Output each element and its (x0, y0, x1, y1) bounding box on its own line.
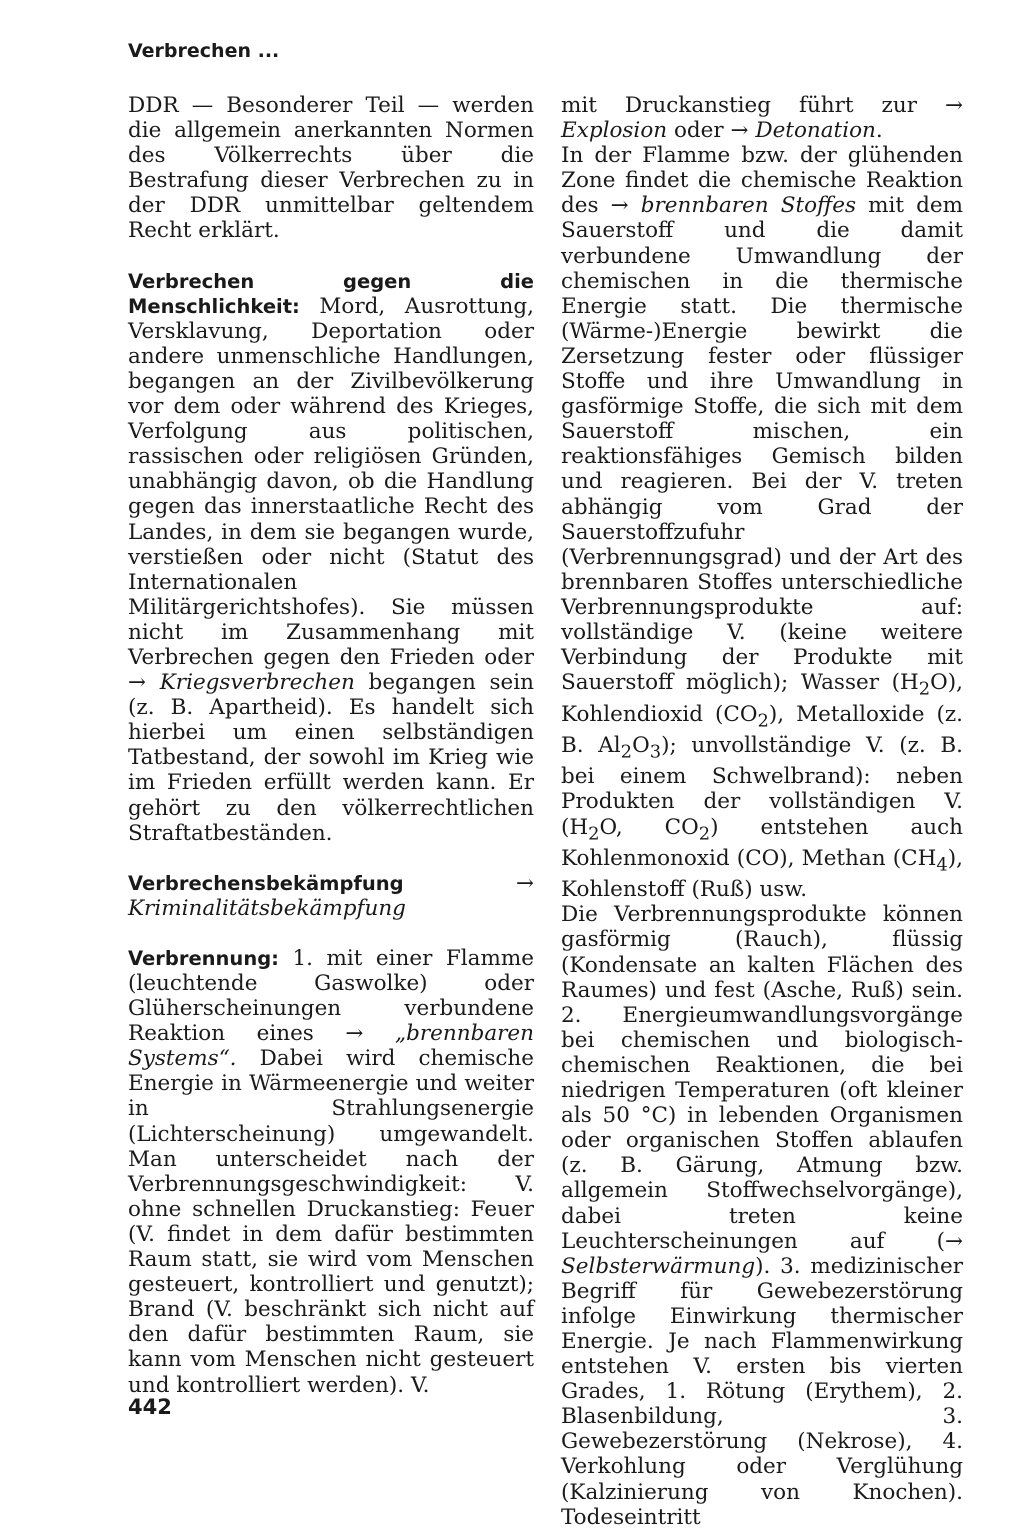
subscript: 2 (757, 709, 769, 731)
subscript: 3 (649, 741, 662, 763)
entry-bekaempfung (128, 871, 534, 921)
running-head: Verbrechen ... (128, 40, 280, 62)
paragraph-produkte: Die Verbrennungsprodukte können gasförmig (Rauch), flüssig (Kondensate an kalten Flächen des Raumes) und fest (Asche, Ruß) sein. 2. Energieumwandlungsvorgänge bei chemischen und biologisch-chemischen Reaktionen, die bei niedrigen Temperaturen (oft kleiner als 50 °C) in lebenden Organismen oder organischen Stoffen ablaufen (z. B. Gärung, Atmung bzw. allgemein Stoffwechselvorgänge), dabei treten keine Leuchterscheinungen auf (→ Selbsterwärmung). 3. medizinischer Begriff für Gewebezerstörung infolge Einwirkung thermischer Energie. Je nach Flammenwirkung entstehen V. ersten bis vierten Grades, 1. Rötung (Erythem), 2. Blasenbildung, 3. Gewebezerstörung (Nekrose), 4. Verkohlung oder Verglühung (Kalzinierung von Knochen). Todeseintritt (561, 902, 963, 1530)
subscript: 4 (936, 854, 948, 876)
entry-text: → (403, 870, 534, 896)
entry-text: Mord, Ausrottung, Versklavung, Deportation oder andere unmenschliche Handlungen, begangen an der Zivilbevölkerung vor dem oder während des Krieges, Verfolgung aus politischen, rassischen oder religiösen Gründen, unabhängig davon, ob die Handlung gegen das innerstaatliche Recht des Landes, in dem sie begangen wurde, verstießen oder nicht (Statut des Internationalen Militärgerichtshofes). Sie müssen nicht im Zusammenhang mit Verbrechen gegen den Frieden oder → (128, 293, 534, 696)
subscript: 2 (918, 678, 931, 700)
entry-heading: Verbrechen gegen die Menschlichkeit: (128, 269, 534, 318)
subscript: 2 (698, 822, 711, 844)
page-number: 442 (128, 1395, 172, 1419)
entry-menschlichkeit (128, 269, 534, 846)
entry-verbrennung (128, 946, 534, 1398)
subscript: 2 (588, 822, 600, 844)
entry-heading: Verbrechensbekämpfung (128, 871, 404, 895)
cross-reference: Kriegsverbrechen (159, 670, 355, 696)
paragraph-druckanstieg: mit Druckanstieg führt zur → Explosion oder → Detonation. (561, 93, 963, 144)
entry-text: 1. mit einer Flamme (leuchtende Gaswolke) oder Glüherscheinungen verbundene Reaktion eines → (128, 945, 534, 1047)
cross-reference: Detonation (755, 118, 876, 144)
entry-text: Dabei wird chemische Energie in Wärmeenergie und weiter in Strahlungsenergie (Lichterscheinung) umgewandelt. Man unterscheidet nach der Verbrennungsgeschwindigkeit: V. ohne schnellen Druckanstieg: Feuer (V. findet in dem dafür bestimmten Raum statt, sie wird vom Menschen gesteuert, kontrolliert und genutzt); Brand (V. beschränkt sich nicht auf den dafür bestimmten Raum, sie kann vom Menschen nicht gesteuert und kontrolliert werden). V. (128, 1046, 534, 1398)
cross-reference: „brennbaren Systems“. (128, 1021, 534, 1072)
subscript: 2 (620, 741, 633, 763)
cross-reference: brennbaren Stoffes (640, 193, 857, 219)
cross-reference: Selbsterwärmung (561, 1253, 756, 1279)
right-column (561, 93, 963, 1530)
paragraph-flamme: In der Flamme bzw. der glühenden Zone findet die chemische Reaktion des → brennbaren Stoffes mit dem Sauerstoff und die damit verbundene Umwandlung der chemischen in die thermische Energie statt. Die thermische (Wärme-)Energie bewirkt die Zersetzung fester oder flüssiger Stoffe und ihre Umwandlung in gasförmige Stoffe, die sich mit dem Sauerstoff mischen, ein reaktionsfähiges Gemisch bilden und reagieren. Bei der V. treten abhängig vom Grad der Sauerstoffzufuhr (Verbrennungsgrad) und der Art des brennbaren Stoffes unterschiedliche Verbrennungsprodukte auf: vollständige V. (keine weitere Verbindung der Produkte mit Sauerstoff möglich); Wasser $(H_2O)$, Kohlendioxid $(CO_2)$, Metalloxide (z. B. $Al_2O_3$); unvollständige V. (z. B. bei einem Schwelbrand): neben Produkten der vollständigen V. ($H_2O$, $CO_2$) entstehen auch Kohlenmonoxid (CO), Methan $(CH_4)$, Kohlenstoff (Ruß) usw. (561, 143, 964, 903)
entry-heading: Verbrennung: (128, 946, 279, 970)
entry-text: begangen sein (z. B. Apartheid). Es handelt sich hierbei um einen selbständigen Tatbestand, der sowohl im Krieg wie im Frieden erfüllt werden kann. Er gehört zu den völkerrechtlichen Straftatbeständen. (128, 670, 534, 846)
cross-reference: Explosion (561, 118, 668, 144)
left-column (128, 93, 534, 1398)
paragraph-ddr: DDR — Besonderer Teil — werden die allgemein anerkannten Normen des Völkerrechts über die Bestrafung dieser Verbrechen zu in der DDR unmittelbar geltendem Recht erklärt. (128, 93, 534, 244)
cross-reference: Kriminalitätsbekämpfung (128, 895, 406, 921)
